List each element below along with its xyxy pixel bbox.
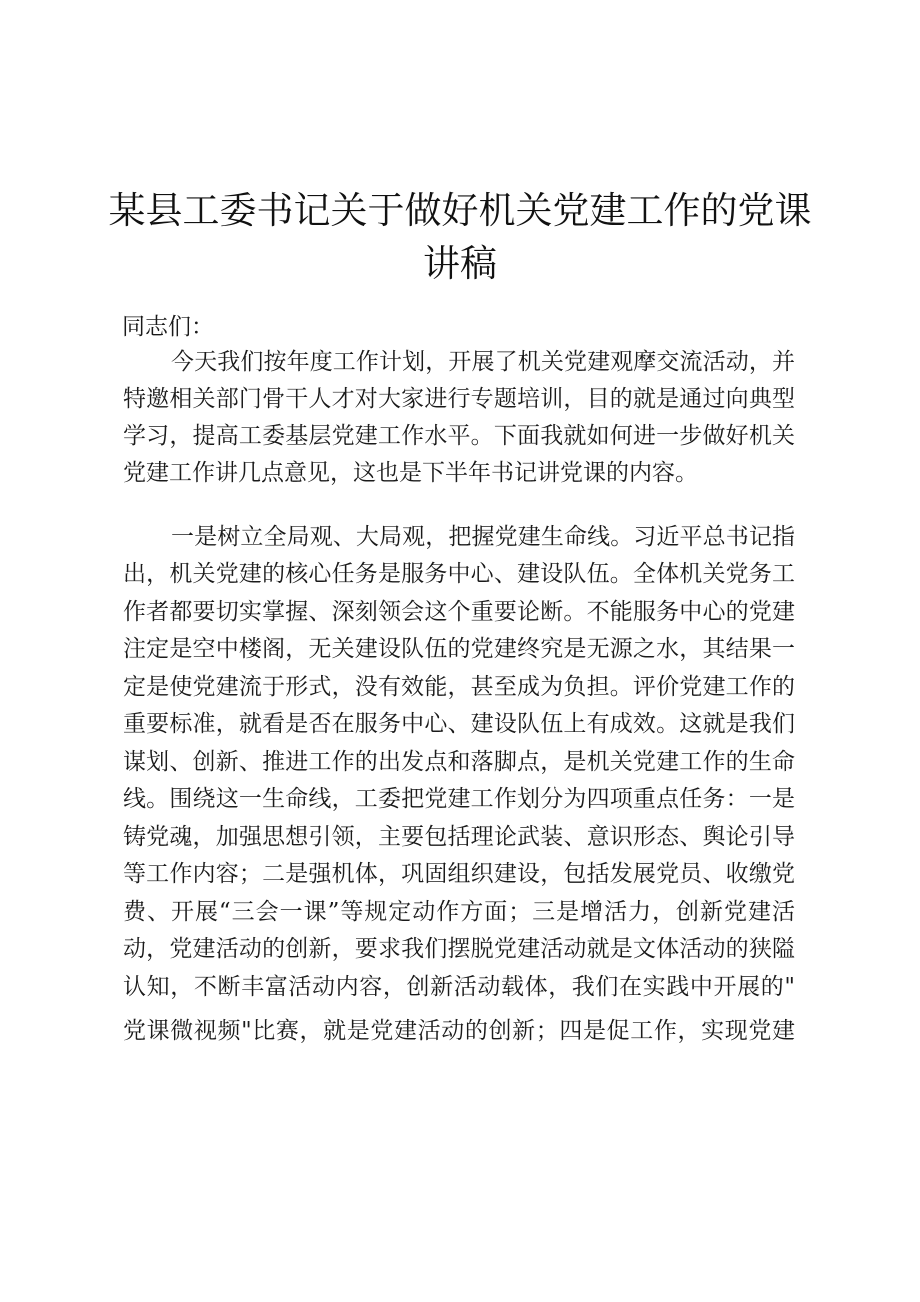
body-line: 费、开展“三会一课”等规定动作方面；三是增活力，创新党建活 [123, 899, 795, 925]
body-line: 出，机关党建的核心任务是服务中心、建设队伍。全体机关党务工 [123, 561, 795, 587]
body-line: 线。围绕这一生命线，工委把党建工作划分为四项重点任务：一是 [123, 786, 795, 812]
body-line: 谋划、创新、推进工作的出发点和落脚点，是机关党建工作的生命 [123, 749, 795, 775]
body-line: 注定是空中楼阁，无关建设队伍的党建终究是无源之水，其结果一 [123, 636, 795, 662]
body-line: 特邀相关部门骨干人才对大家进行专题培训，目的就是通过向典型 [123, 386, 795, 412]
body-line: 铸党魂，加强思想引领，主要包括理论武装、意识形态、舆论引导 [123, 824, 795, 850]
salutation: 同志们： [122, 314, 214, 340]
body-line: 动，党建活动的创新，要求我们摆脱党建活动就是文体活动的狭隘 [123, 936, 795, 962]
body-line: 作者都要切实掌握、深刻领会这个重要论断。不能服务中心的党建 [123, 599, 795, 625]
body-line: 党建工作讲几点意见，这也是下半年书记讲党课的内容。 [123, 460, 698, 486]
body-line: 等工作内容；二是强机体，巩固组织建设，包括发展党员、收缴党 [123, 861, 795, 887]
body-line: 学习，提高工委基层党建工作水平。下面我就如何进一步做好机关 [123, 423, 795, 449]
body-line: 认知，不断丰富活动内容，创新活动载体，我们在实践中开展的" [123, 974, 795, 1000]
document-title-line-1: 某县工委书记关于做好机关党建工作的党课 [108, 189, 812, 232]
document-title-line-2: 讲稿 [423, 242, 497, 285]
body-line: 党课微视频"比赛，就是党建活动的创新；四是促工作，实现党建 [123, 1018, 795, 1044]
body-line: 定是使党建流于形式，没有效能，甚至成为负担。评价党建工作的 [123, 674, 795, 700]
body-line: 今天我们按年度工作计划，开展了机关党建观摩交流活动，并 [171, 349, 795, 375]
body-line: 重要标准，就看是否在服务中心、建设队伍上有成效。这就是我们 [123, 711, 795, 737]
body-line: 一是树立全局观、大局观，把握党建生命线。习近平总书记指 [171, 524, 795, 550]
